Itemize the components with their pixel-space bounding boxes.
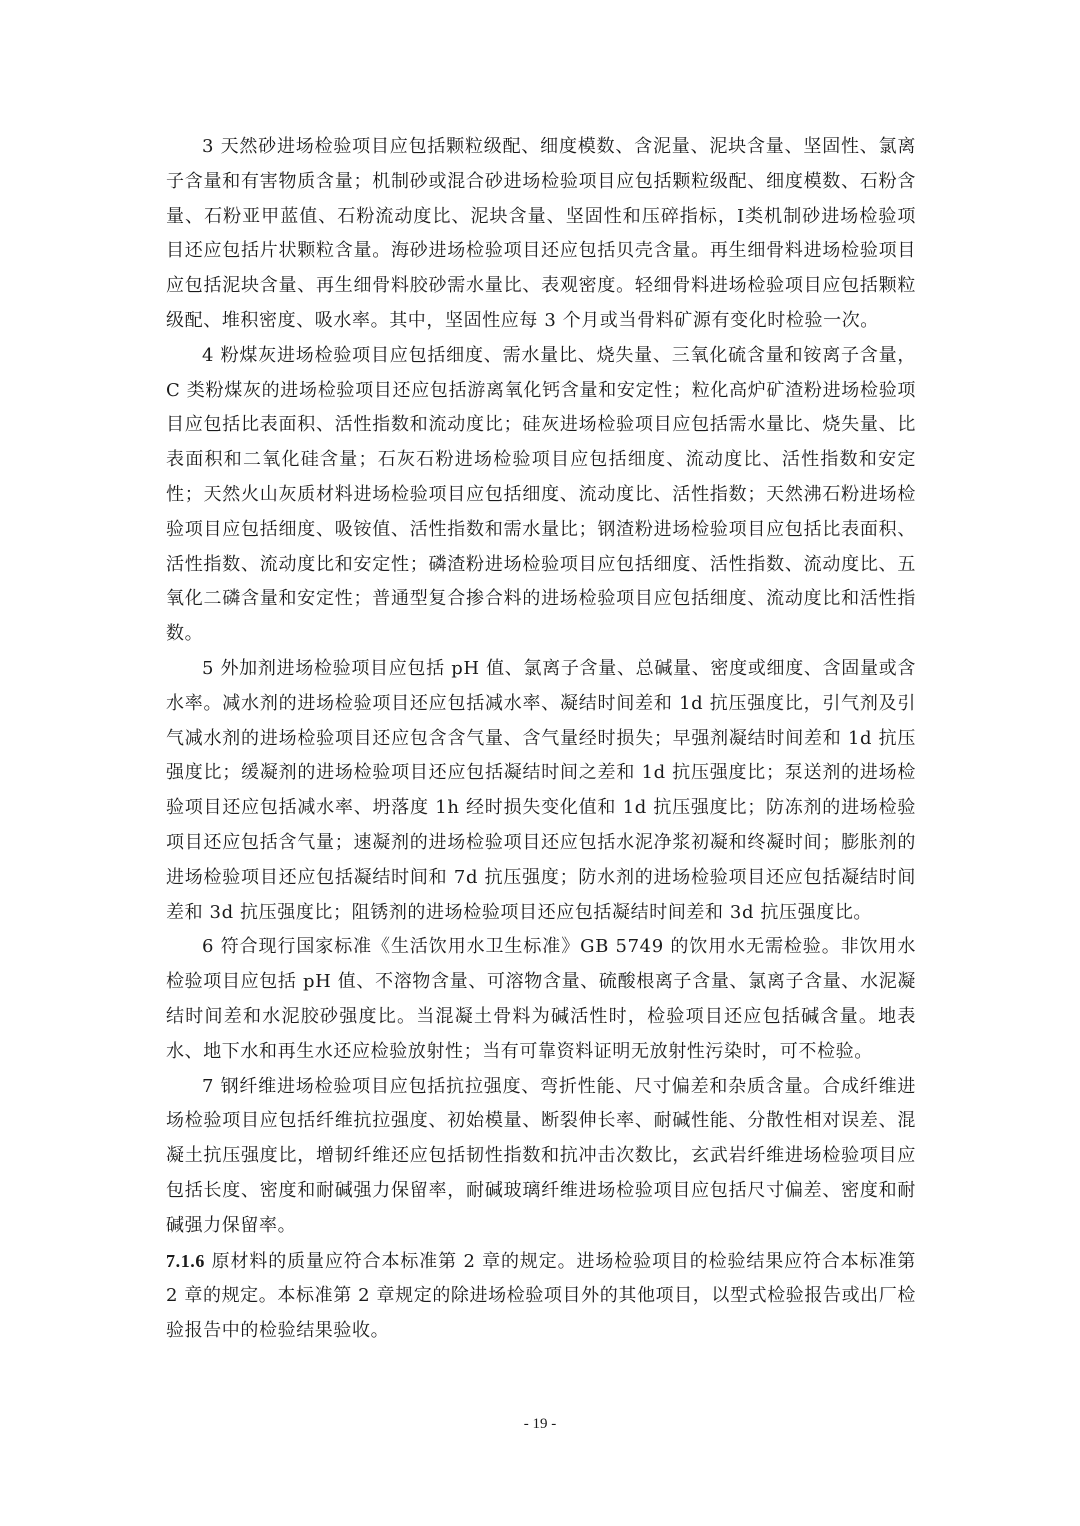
clause-paragraph: [166, 1244, 916, 1349]
paragraph-item-7-fibers: 7 钢纤维进场检验项目应包括抗拉强度、弯折性能、尺寸偏差和杂质含量。合成纤维进场检验项目应包括纤维抗拉强度、初始模量、断裂伸长率、耐碱性能、分散性相对误差、混凝土抗压强度比，增韧纤维还应包括韧性指数和抗冲击次数比，玄武岩纤维进场检验项目应包括长度、密度和耐碱强力保留率，耐碱玻璃纤维进场检验项目应包括尺寸偏差、密度和耐碱强力保留率。: [166, 1075, 916, 1236]
clause-text: 原材料的质量应符合本标准第 2 章的规定。进场检验项目的检验结果应符合本标准第 2 章的规定。本标准第 2 章规定的除进场检验项目外的其他项目，以型式检验报告或出厂检验报告中的检验结果验收。: [166, 1250, 916, 1342]
paragraph-item-4-admixture-materials: 4 粉煤灰进场检验项目应包括细度、需水量比、烧失量、三氧化硫含量和铵离子含量，C 类粉煤灰的进场检验项目还应包括游离氧化钙含量和安定性；粒化高炉矿渣粉进场检验项目应包括比表面积、活性指数和流动度比；硅灰进场检验项目应包括需水量比、烧失量、比表面积和二氧化硅含量；石灰石粉进场检验项目应包括细度、流动度比、活性指数和安定性；天然火山灰质材料进场检验项目应包括细度、流动度比、活性指数；天然沸石粉进场检验项目应包括细度、吸铵值、活性指数和需水量比；钢渣粉进场检验项目应包括比表面积、活性指数、流动度比和安定性；磷渣粉进场检验项目应包括细度、活性指数、流动度比、五氧化二磷含量和安定性；普通型复合掺合料的进场检验项目应包括细度、流动度比和活性指数。: [166, 344, 916, 645]
paragraph-item-5-additives: 5 外加剂进场检验项目应包括 pH 值、氯离子含量、总碱量、密度或细度、含固量或含水率。减水剂的进场检验项目还应包括减水率、凝结时间差和 1d 抗压强度比，引气剂及引气减水剂的进场检验项目还应包含含气量、含气量经时损失；早强剂凝结时间差和 1d 抗压强度比；缓凝剂的进场检验项目还应包括凝结时间之差和 1d 抗压强度比；泵送剂的进场检验项目还应包括减水率、坍落度 1h 经时损失变化值和 1d 抗压强度比；防冻剂的进场检验项目还应包括含气量；速凝剂的进场检验项目还应包括水泥净浆初凝和终凝时间；膨胀剂的进场检验项目还应包括凝结时间和 7d 抗压强度；防水剂的进场检验项目还应包括凝结时间差和 3d 抗压强度比；阻锈剂的进场检验项目还应包括凝结时间差和 3d 抗压强度比。: [166, 657, 916, 923]
clause-number: 7.1.6: [166, 1250, 205, 1271]
paragraph-item-3-sand: 3 天然砂进场检验项目应包括颗粒级配、细度模数、含泥量、泥块含量、坚固性、氯离子含量和有害物质含量；机制砂或混合砂进场检验项目应包括颗粒级配、细度模数、石粉含量、石粉亚甲蓝值、石粉流动度比、泥块含量、坚固性和压碎指标，I类机制砂进场检验项目还应包括片状颗粒含量。海砂进场检验项目还应包括贝壳含量。再生细骨料进场检验项目应包括泥块含量、再生细骨料胶砂需水量比、表观密度。轻细骨料进场检验项目应包括颗粒级配、堆积密度、吸水率。其中，坚固性应每 3 个月或当骨料矿源有变化时检验一次。: [166, 136, 916, 331]
paragraph-item-6-water: 6 符合现行国家标准《生活饮用水卫生标准》GB 5749 的饮用水无需检验。非饮用水检验项目应包括 pH 值、不溶物含量、可溶物含量、硫酸根离子含量、氯离子含量、水泥凝结时间差和水泥胶砂强度比。当混凝土骨料为碱活性时，检验项目还应包括碱含量。地表水、地下水和再生水还应检验放射性；当有可靠资料证明无放射性污染时，可不检验。: [166, 936, 916, 1062]
document-body: [166, 130, 916, 1349]
page-number: - 19 -: [523, 1416, 557, 1432]
